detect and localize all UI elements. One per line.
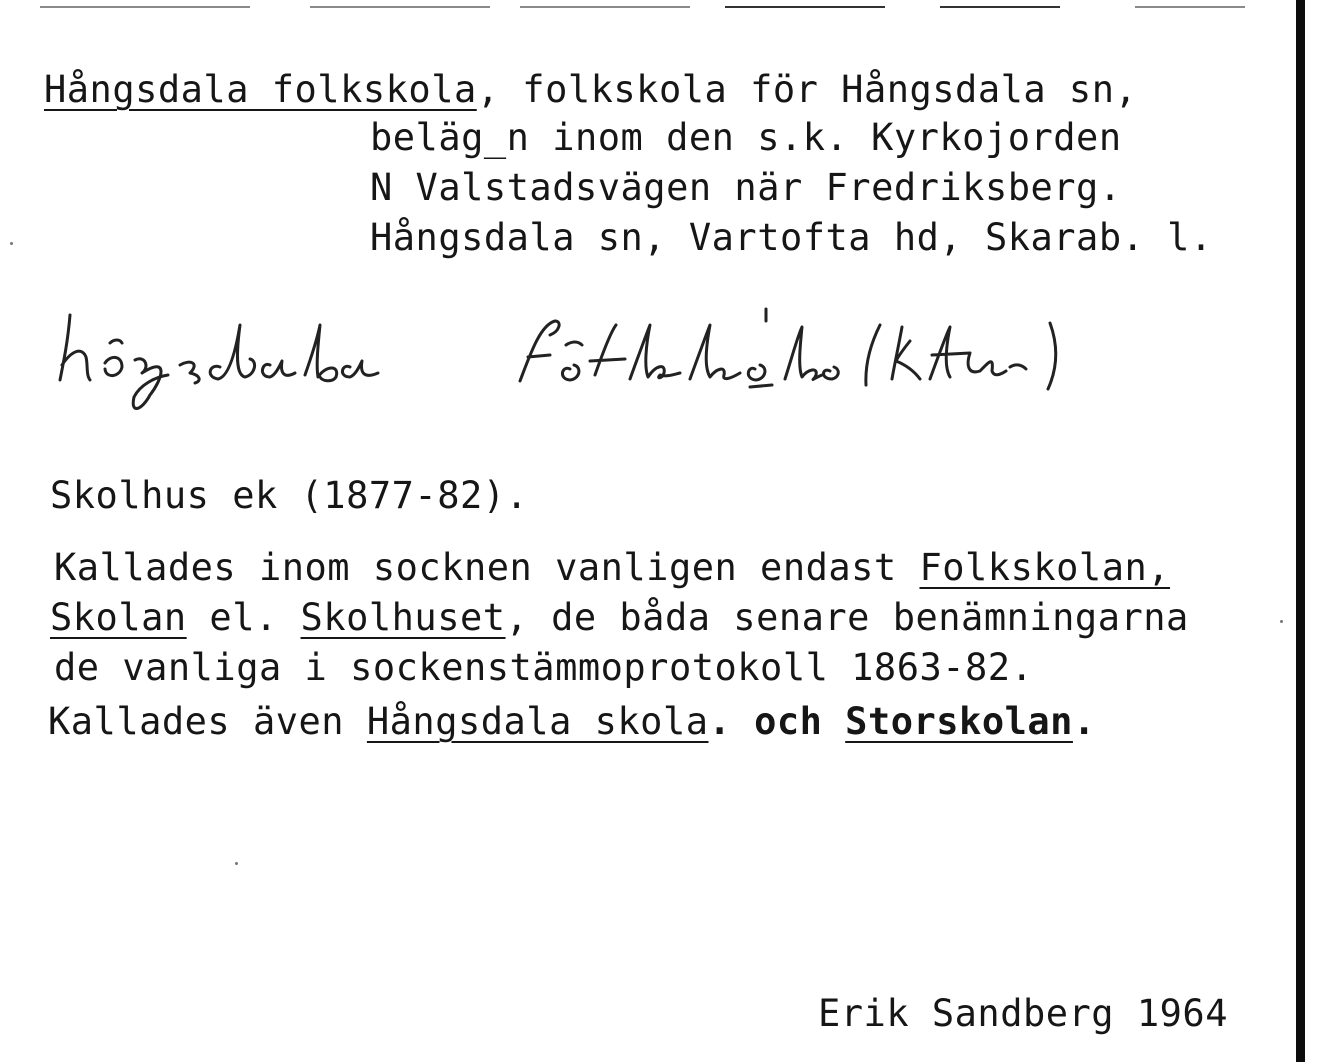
- body-para2-line-4: [48, 700, 1096, 744]
- speck: [1280, 620, 1283, 623]
- term-skolan: Skolan: [50, 596, 187, 639]
- header-line-3: N Valstadsvägen när Fredriksberg.: [370, 166, 1122, 209]
- speck: [10, 242, 13, 245]
- body-para2-line-2: [50, 596, 1189, 640]
- header-line-1: [44, 68, 1137, 112]
- term-hangsdala-skola: Hångsdala skola: [366, 700, 709, 743]
- top-edge-mark: [1135, 6, 1245, 8]
- headword: Hångsdala folkskola: [44, 68, 477, 111]
- top-edge-mark: [520, 6, 690, 8]
- header-line-1-rest: folkskola för Hångsdala sn,: [499, 68, 1138, 111]
- term-storskolan: Storskolan: [845, 700, 1073, 743]
- p2-line4-mid: . och: [708, 700, 846, 743]
- body-para2-line-3: de vanliga i sockenstämmoprotokoll 1863-82.: [54, 646, 1034, 689]
- term-skolhuset: Skolhuset: [300, 596, 506, 639]
- header-line-4: Hångsdala sn, Vartofta hd, Skarab. l.: [370, 216, 1213, 259]
- top-edge-mark: [725, 6, 885, 8]
- term-folkskolan: Folkskolan,: [919, 546, 1171, 589]
- headword-comma: ,: [476, 68, 500, 111]
- header-line-2: beläg_n inom den s.k. Kyrkojorden: [370, 116, 1122, 159]
- p2-line2-post: , de båda senare benämningarna: [505, 596, 1189, 639]
- body-para2-line-1: [54, 546, 1170, 590]
- p2-line4-pre: Kallades även: [48, 700, 367, 743]
- top-edge-mark: [40, 6, 250, 8]
- speck: [235, 862, 238, 865]
- p2-line1-text: Kallades inom socknen vanligen endast: [54, 546, 920, 589]
- top-edge-mark: [310, 6, 490, 8]
- handwritten-note-image: [50, 285, 1190, 425]
- signature: Erik Sandberg 1964: [818, 992, 1228, 1035]
- body-line-1: Skolhus ek (1877-82).: [50, 474, 529, 517]
- p2-line2-mid: el.: [186, 596, 301, 639]
- top-edge-mark: [940, 6, 1060, 8]
- card-right-edge: [1296, 0, 1305, 1062]
- p2-line4-post: .: [1072, 700, 1096, 743]
